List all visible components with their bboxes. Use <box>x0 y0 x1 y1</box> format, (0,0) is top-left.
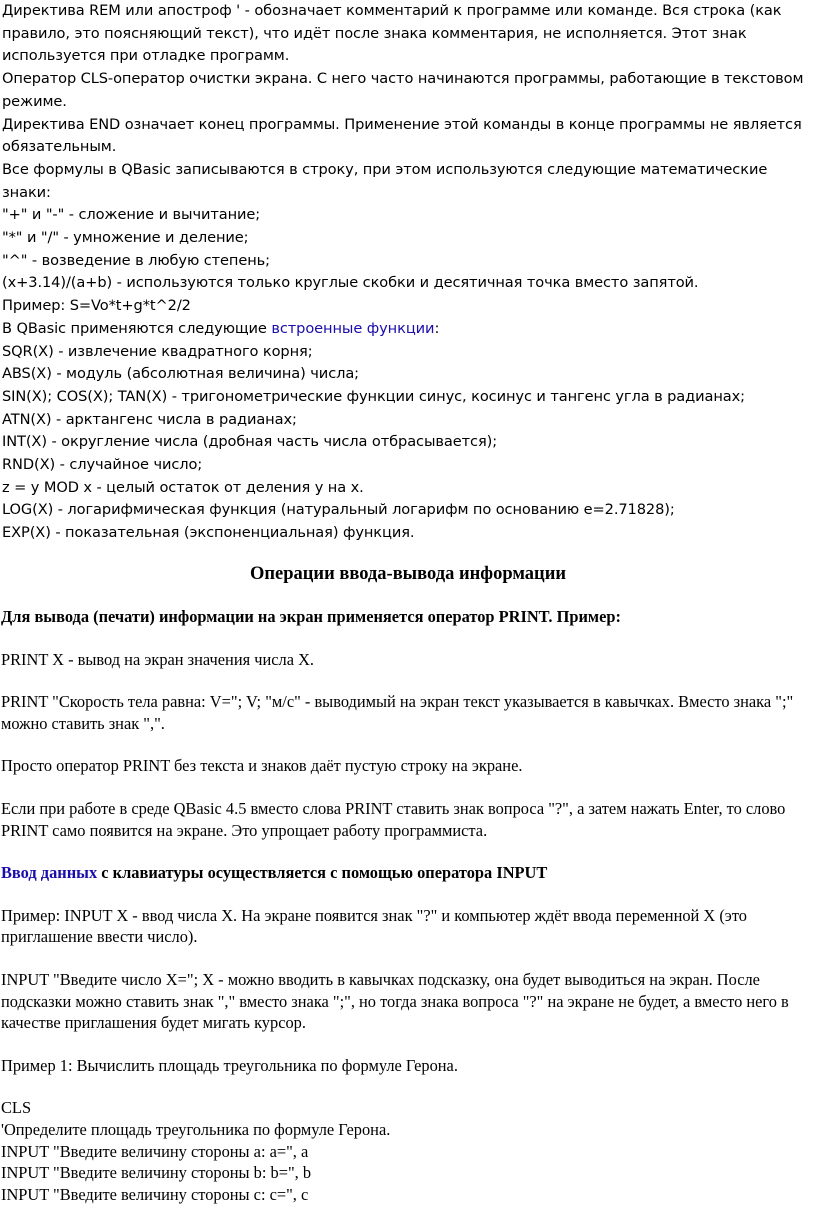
end-paragraph: Директива END означает конец программы. Применение этой команды в конце программы не является обязательным. <box>2 115 802 156</box>
operator-line: "*" и "/" - умножение и деление; <box>2 229 249 247</box>
print-intro: Для вывода (печати) информации на экран применяется оператор PRINT. Пример: <box>1 607 621 626</box>
builtin-suffix: : <box>434 319 440 337</box>
function-line: EXP(X) - показательная (экспоненциальная) функция. <box>2 524 415 542</box>
builtin-prefix: В QBasic применяются следующие <box>2 319 272 337</box>
formulas-paragraph: Все формулы в QBasic записываются в строку, при этом используются следующие математические знаки: <box>2 160 768 201</box>
operator-line: (x+3.14)/(a+b) - используются только круглые скобки и десятичная точка вместо запятой. <box>2 274 699 292</box>
function-line: z = y MOD x - целый остаток от деления y на x. <box>2 478 364 496</box>
function-line: ATN(X) - арктангенс числа в радианах; <box>2 410 297 428</box>
function-line: SQR(X) - извлечение квадратного корня; <box>2 342 313 360</box>
print-example-4: Если при работе в среде QBasic 4.5 вместо слова PRINT ставить знак вопроса "?", а затем нажать Enter, то слово PRINT само появится на экране. Это упрощает работу программиста. <box>1 798 786 840</box>
function-line: ABS(X) - модуль (абсолютная величина) числа; <box>2 365 360 383</box>
builtin-functions-link[interactable]: встроенные функции <box>271 319 435 337</box>
code-line: 'Определите площадь треугольника по формуле Герона. <box>1 1119 391 1139</box>
print-example-1: PRINT X - вывод на экран значения числа X. <box>1 649 315 669</box>
code-line: INPUT "Введите величину стороны c: c=", c <box>1 1184 309 1204</box>
function-line: RND(X) - случайное число; <box>2 456 203 474</box>
heron-example-title: Пример 1: Вычислить площадь треугольника по формуле Герона. <box>1 1055 458 1075</box>
rem-paragraph: Директива REM или апостроф ' - обозначает комментарий к программе или команде. Вся строка (как правило, это поясняющий текст), что идёт после знака комментария, не исполняется. Этот знак используется при отладке программ. <box>2 2 782 65</box>
input-intro <box>1 862 812 884</box>
section-heading: Операции ввода-вывода информации <box>249 564 567 584</box>
function-line: LOG(X) - логарифмическая функция (натуральный логарифм по основанию е=2.71828); <box>2 501 675 519</box>
function-line: INT(X) - округление числа (дробная часть числа отбрасывается); <box>2 433 498 451</box>
intro-block <box>0 0 816 545</box>
print-example-2: PRINT "Скорость тела равна: V="; V; "м/с" - выводимый на экран текст указывается в кавычках. Вместо знака ";" можно ставить знак ",". <box>1 692 794 733</box>
builtin-functions-line <box>2 318 810 341</box>
code-line: CLS <box>1 1098 32 1118</box>
print-example-3: Просто оператор PRINT без текста и знаков даёт пустую строку на экране. <box>1 756 523 776</box>
code-line: INPUT "Введите величину стороны b: b=", b <box>1 1163 312 1183</box>
operator-line: "^" - возведение в любую степень; <box>2 251 270 269</box>
formula-example: Пример: S=Vo*t+g*t^2/2 <box>2 297 191 315</box>
io-section <box>0 606 816 1205</box>
function-line: SIN(X); COS(X); TAN(X) - тригонометрические функции синус, косинус и тангенс угла в радианах; <box>2 387 745 405</box>
input-example-1: Пример: INPUT X - ввод числа X. На экране появится знак "?" и компьютер ждёт ввода переменной X (это приглашение ввести число). <box>1 905 747 947</box>
code-line: INPUT "Введите величину стороны а: а=", a <box>1 1141 309 1161</box>
input-example-2: INPUT "Введите число X="; X - можно вводить в кавычках подсказку, она будет выводиться на экран. После подсказки можно ставить знак "," вместо знака ";", но тогда знака вопроса "?" на экране не будет, а вместо него в качестве приглашения будет мигать курсор. <box>1 969 789 1033</box>
input-intro-rest: с клавиатуры осуществляется с помощью оператора INPUT <box>97 863 548 883</box>
cls-paragraph: Оператор CLS-оператор очистки экрана. С него часто начинаются программы, работающие в текстовом режиме. <box>2 70 804 110</box>
operator-line: "+" и "-" - сложение и вычитание; <box>2 206 261 224</box>
input-data-link[interactable]: Ввод данных <box>1 863 98 883</box>
